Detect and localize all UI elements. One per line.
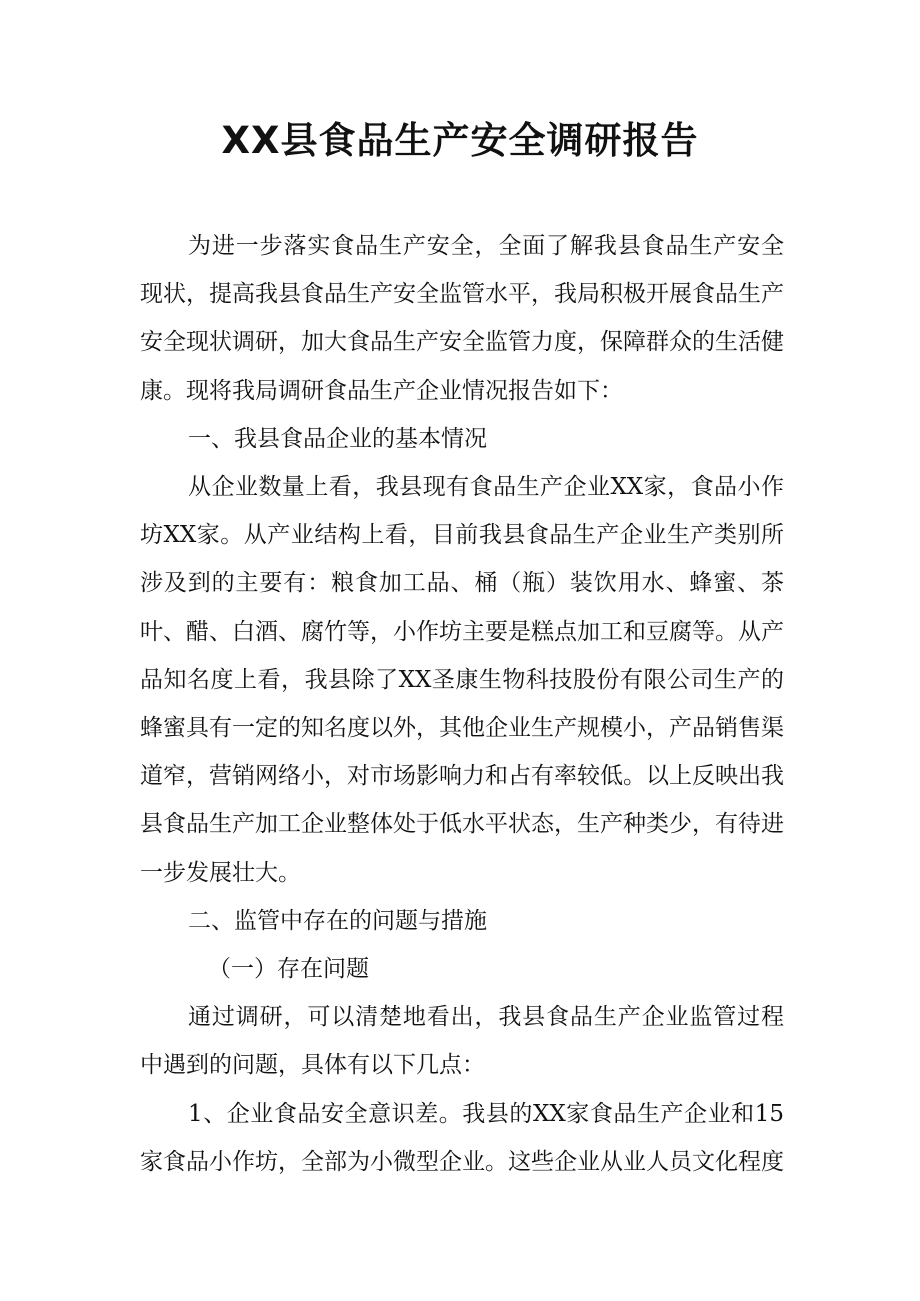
section-heading-2: 二、监管中存在的问题与措施 — [188, 907, 487, 934]
document-title: XX县食品生产安全调研报告 — [221, 119, 699, 162]
problem-1-paragraph: 1、企业食品安全意识差。我县的XX家食品生产企业和15家食品小作坊，全部为小微型企业。这些企业从业人员文化程度 — [140, 1100, 784, 1175]
intro-paragraph: 为进一步落实食品生产安全，全面了解我县食品生产安全现状，提高我县食品生产安全监管水平，我局积极开展食品生产安全现状调研，加大食品生产安全监管力度，保障群众的生活健康。现将我局调研食品生产企业情况报告如下： — [140, 233, 784, 404]
problems-intro-paragraph: 通过调研，可以清楚地看出，我县食品生产企业监管过程中遇到的问题，具体有以下几点： — [140, 1004, 784, 1079]
subsection-heading-1: （一）存在问题 — [208, 956, 369, 983]
basic-info-paragraph: 从企业数量上看，我县现有食品生产企业XX家，食品小作坊XX家。从产业结构上看，目前我县食品生产企业生产类别所涉及到的主要有：粮食加工品、桶（瓶）装饮用水、蜂蜜、茶叶、醋、白酒、腐竹等，小作坊主要是糕点加工和豆腐等。从产品知名度上看，我县除了XX圣康生物科技股份有限公司生产的蜂蜜具有一定的知名度以外，其他企业生产规模小，产品销售渠道窄，营销网络小，对市场影响力和占有率较低。以上反映出我县食品生产加工企业整体处于低水平状态，生产种类少，有待进一步发展壮大。 — [140, 474, 784, 886]
document-body — [140, 222, 784, 1186]
section-heading-1: 一、我县食品企业的基本情况 — [188, 425, 487, 452]
